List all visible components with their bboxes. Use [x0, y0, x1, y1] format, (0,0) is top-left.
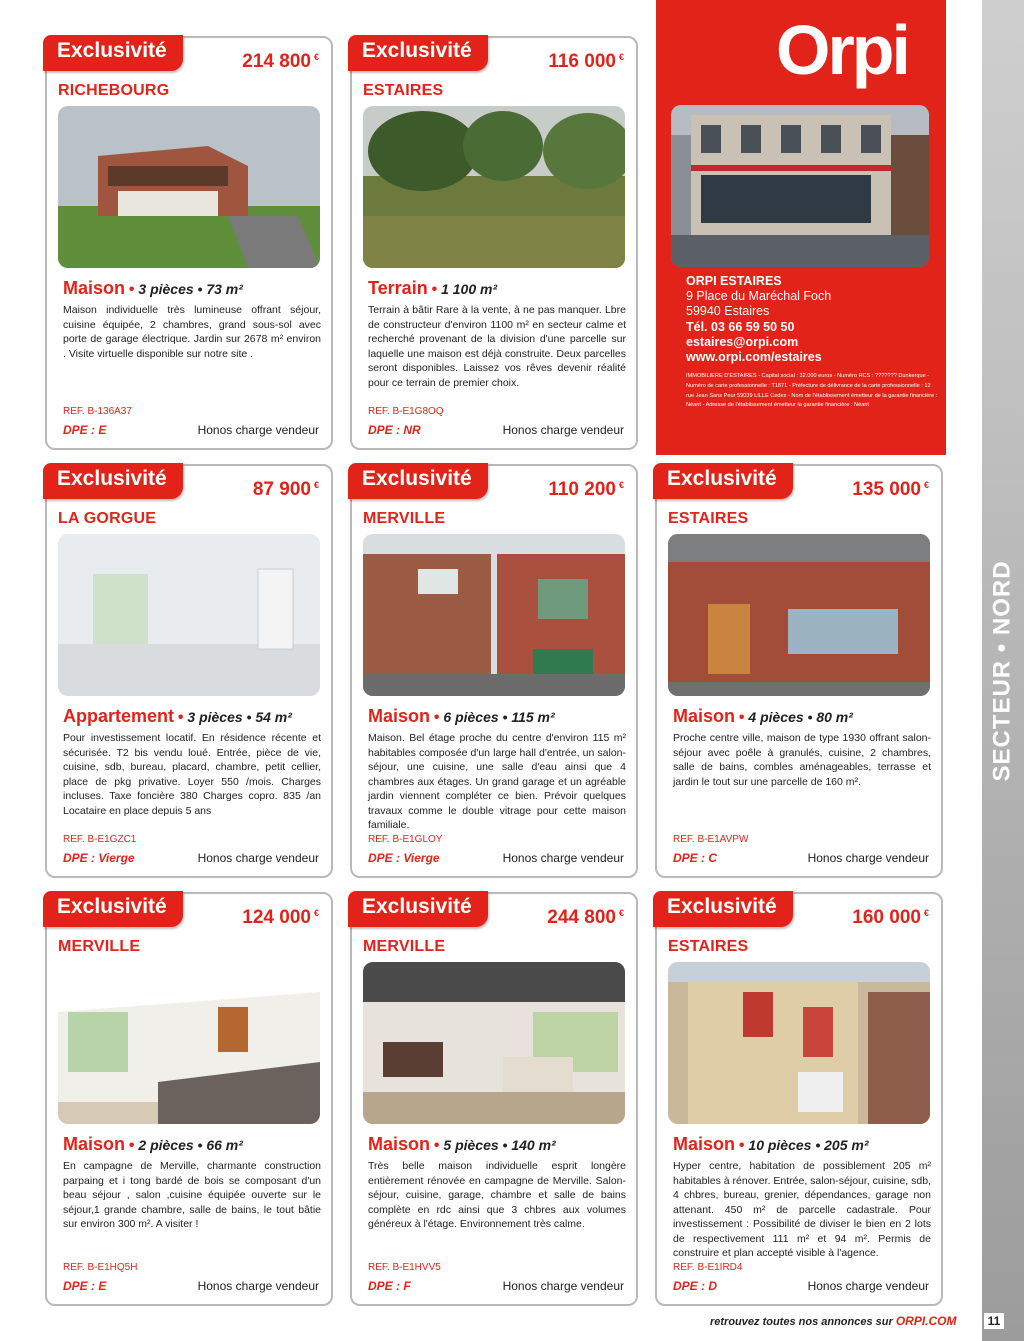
listing-type-line: Maison • 2 pièces • 66 m²	[63, 1134, 243, 1154]
listing-dpe: DPE : D	[673, 1279, 718, 1293]
listing-card[interactable]	[45, 464, 333, 878]
listing-fees: Honos charge vendeur	[197, 423, 319, 437]
agency-website[interactable]: www.orpi.com/estaires	[686, 350, 822, 365]
listing-ref: REF. B-E1IRD4	[673, 1262, 743, 1273]
listing-description: Hyper centre, habitation de possiblement 205 m² habitables à rénover. Entrée, salon-séjour, cuisine, sdb, 4 chbres, bureau, grenier, dépendances, garage non attenant. 450 m² de parcelle cadastrale. Pour investissement : Possibilité de diviser le bien en 2 lots de respectivement 111 m² et 94 m². Permis de construire et plan accepté visible à l'agence.	[673, 1160, 931, 1259]
listing-card[interactable]	[350, 892, 638, 1306]
listing-card[interactable]	[45, 36, 333, 450]
listing-city: LA GORGUE	[58, 510, 157, 527]
listing-type-line: Maison • 5 pièces • 140 m²	[368, 1134, 556, 1154]
exclusive-badge: Exclusivité	[653, 463, 793, 499]
listing-specs: 10 pièces • 205 m²	[748, 1137, 869, 1153]
listing-photo[interactable]	[668, 534, 930, 696]
listing-card[interactable]	[350, 36, 638, 450]
agency-name: ORPI ESTAIRES	[686, 274, 782, 288]
listing-fees: Honos charge vendeur	[502, 423, 624, 437]
listing-fees: Honos charge vendeur	[502, 851, 624, 865]
listing-type: Maison	[368, 1134, 431, 1154]
listing-fees: Honos charge vendeur	[807, 851, 929, 865]
agency-email[interactable]: estaires@orpi.com	[686, 334, 799, 349]
listing-specs: 1 100 m²	[441, 281, 498, 297]
listing-dpe: DPE : C	[673, 851, 718, 865]
listing-price: 135 000 €	[852, 479, 929, 500]
listing-ref: REF. B-E1GZC1	[63, 834, 137, 845]
exclusive-badge: Exclusivité	[43, 891, 183, 927]
listing-type: Appartement	[63, 706, 175, 726]
listing-type: Terrain	[368, 278, 428, 298]
agency-phone[interactable]: Tél. 03 66 59 50 50	[686, 319, 795, 334]
listing-ref: REF. B-E1HQ5H	[63, 1262, 138, 1273]
listing-price: 87 900 €	[252, 479, 319, 500]
listing-type: Maison	[63, 1134, 126, 1154]
listing-photo[interactable]	[363, 534, 625, 696]
exclusive-badge: Exclusivité	[348, 463, 488, 499]
listing-city: MERVILLE	[363, 510, 446, 527]
listing-type-line: Maison • 10 pièces • 205 m²	[673, 1134, 869, 1154]
sector-label: SECTEUR • NORD	[989, 559, 1016, 782]
listing-type-line: Terrain • 1 100 m²	[368, 278, 498, 298]
listing-type-line: Maison • 4 pièces • 80 m²	[673, 706, 853, 726]
listing-card[interactable]	[45, 892, 333, 1306]
listing-dpe: DPE : E	[63, 1279, 107, 1293]
listing-type-line: Maison • 6 pièces • 115 m²	[368, 706, 555, 726]
listing-dpe: DPE : Vierge	[63, 851, 135, 865]
listing-description: Maison individuelle très lumineuse offrant séjour, cuisine équipée, 2 chambres, grand sous-sol avec porte de garage électrique. Jardin sur 2678 m² environ . Visite virtuelle disponible sur notre site .	[63, 304, 321, 360]
exclusive-badge: Exclusivité	[348, 35, 488, 71]
listing-specs: 3 pièces • 54 m²	[187, 709, 292, 725]
listing-price: 244 800 €	[547, 907, 624, 928]
listing-city: ESTAIRES	[668, 938, 749, 955]
listing-price: 214 800 €	[242, 51, 319, 72]
listing-city: ESTAIRES	[668, 510, 749, 527]
exclusive-badge: Exclusivité	[348, 891, 488, 927]
listing-ref: REF. B-E1G8OQ	[368, 406, 444, 417]
footer-link[interactable]: ORPI.COM	[895, 1314, 957, 1328]
listing-ref: REF. B-E1AVPW	[673, 834, 749, 845]
agency-block	[656, 0, 946, 455]
listing-specs: 5 pièces • 140 m²	[443, 1137, 556, 1153]
listing-ref: REF. B-E1GLOY	[368, 834, 443, 845]
listing-specs: 4 pièces • 80 m²	[748, 709, 853, 725]
page-number: 11	[984, 1313, 1004, 1329]
listing-photo[interactable]	[668, 962, 930, 1124]
listing-price: 124 000 €	[242, 907, 319, 928]
agency-photo	[671, 105, 929, 267]
listing-price: 160 000 €	[852, 907, 929, 928]
listing-type-line: Appartement • 3 pièces • 54 m²	[63, 706, 292, 726]
exclusive-badge: Exclusivité	[43, 35, 183, 71]
listing-city: RICHEBOURG	[58, 82, 170, 99]
listing-type: Maison	[63, 278, 126, 298]
listing-city: ESTAIRES	[363, 82, 444, 99]
listing-dpe: DPE : F	[368, 1279, 411, 1293]
agency-address: 9 Place du Maréchal Foch	[686, 289, 832, 304]
listing-description: En campagne de Merville, charmante construction parpaing et i tong bardé de bois se composant d'un beau séjour , salon ,cuisine équipée ouverte sur le séjour,1 grande chambre, salle de bains, le tout bâtie sur environ 300 m². A visiter !	[63, 1160, 321, 1230]
listing-photo[interactable]	[58, 534, 320, 696]
listing-description: Proche centre ville, maison de type 1930 offrant salon-séjour avec poêle à granulés, cuisine, 2 chambres, salle de bains, combles aménageables, terrasse et jardin le tout sur une parcelle de 160 m².	[673, 732, 931, 788]
listing-ref: REF. B-136A37	[63, 406, 132, 417]
listing-specs: 6 pièces • 115 m²	[443, 709, 555, 725]
listing-city: MERVILLE	[58, 938, 141, 955]
listing-fees: Honos charge vendeur	[197, 851, 319, 865]
listing-photo[interactable]	[58, 962, 320, 1124]
listing-photo[interactable]	[58, 106, 320, 268]
agency-info	[686, 274, 831, 365]
listing-fees: Honos charge vendeur	[807, 1279, 929, 1293]
listing-price: 116 000 €	[548, 51, 624, 72]
listing-specs: 2 pièces • 66 m²	[138, 1137, 243, 1153]
listing-type: Maison	[368, 706, 431, 726]
listing-description: Pour investissement locatif. En résidence récente et sécurisée. T2 bis vendu loué. Entrée, pièce de vie, cuisine, sdb, bureau, placard, chambre, petit cellier, place de pkg privative. Loyer 550 /mois. Charges incluses. Taxe foncière 380 Charges copro. 835 /an Locataire en place depuis 5 ans	[63, 732, 321, 817]
orpi-logo: Orpi	[776, 11, 908, 89]
listing-specs: 3 pièces • 73 m²	[138, 281, 243, 297]
listing-fees: Honos charge vendeur	[502, 1279, 624, 1293]
listing-dpe: DPE : NR	[368, 423, 421, 437]
agency-legal: IMMOBILIERE D'ESTAIRES - Capital social : 32.000 euros - Numéro RCS : ??????? Dunkerque - Numéro de carte professionnelle : T1871 - Préfecture de délivrance de la carte professionnelle : 12 rue Jean Sans Peur 59039 LILLE Cedex - Nom de l'établissement émetteur de la garantie financière : Néant - Adresse de l'établissement émetteur la garantie financière : Néant	[686, 373, 938, 409]
listing-description: Très belle maison individuelle esprit longère entièrement rénovée en campagne de Merville. Salon-séjour, cuisine, garage, chambre et salle de bains complète en rdc ainsi que 3 chbres aux volumes généreux à l'étage. Environnement très calme.	[368, 1160, 626, 1230]
listing-card[interactable]	[655, 464, 943, 878]
footer	[710, 1314, 957, 1328]
exclusive-badge: Exclusivité	[653, 891, 793, 927]
listing-city: MERVILLE	[363, 938, 446, 955]
listing-type: Maison	[673, 1134, 736, 1154]
listing-type-line: Maison • 3 pièces • 73 m²	[63, 278, 243, 298]
listing-price: 110 200 €	[548, 479, 624, 500]
agency-postal: 59940 Estaires	[686, 304, 770, 319]
listing-type: Maison	[673, 706, 736, 726]
listing-description: Terrain à bâtir Rare à la vente, à ne pas manquer. Lbre de constructeur d'environ 1100 m² en secteur calme et recherché provenant de la division d'une parcelle sur laquelle une maison est déjà construite. Deux parcelles seront disponibles. Laissez vos rêves devenir réalité pour ce terrain de premier choix.	[368, 304, 626, 389]
listing-photo[interactable]	[363, 106, 625, 268]
listing-card[interactable]	[350, 464, 638, 878]
listing-dpe: DPE : Vierge	[368, 851, 440, 865]
listing-fees: Honos charge vendeur	[197, 1279, 319, 1293]
sector-sidebar	[982, 0, 1024, 1341]
listing-description: Maison. Bel étage proche du centre d'environ 115 m² habitables composée d'un large hall d'entrée, un salon-séjour, une cuisine, une salle d'eau ainsi que 4 chambres aux étages. Un grand garage et un agréable jardin viennent compléter ce bien. Prévoir quelques travaux comme le double vitrage pour cette maison familiale.	[368, 732, 626, 831]
listing-photo[interactable]	[363, 962, 625, 1124]
listing-dpe: DPE : E	[63, 423, 107, 437]
footer-text: retrouvez toutes nos annonces sur	[710, 1316, 893, 1328]
listing-ref: REF. B-E1HVV5	[368, 1262, 441, 1273]
listing-card[interactable]	[655, 892, 943, 1306]
exclusive-badge: Exclusivité	[43, 463, 183, 499]
